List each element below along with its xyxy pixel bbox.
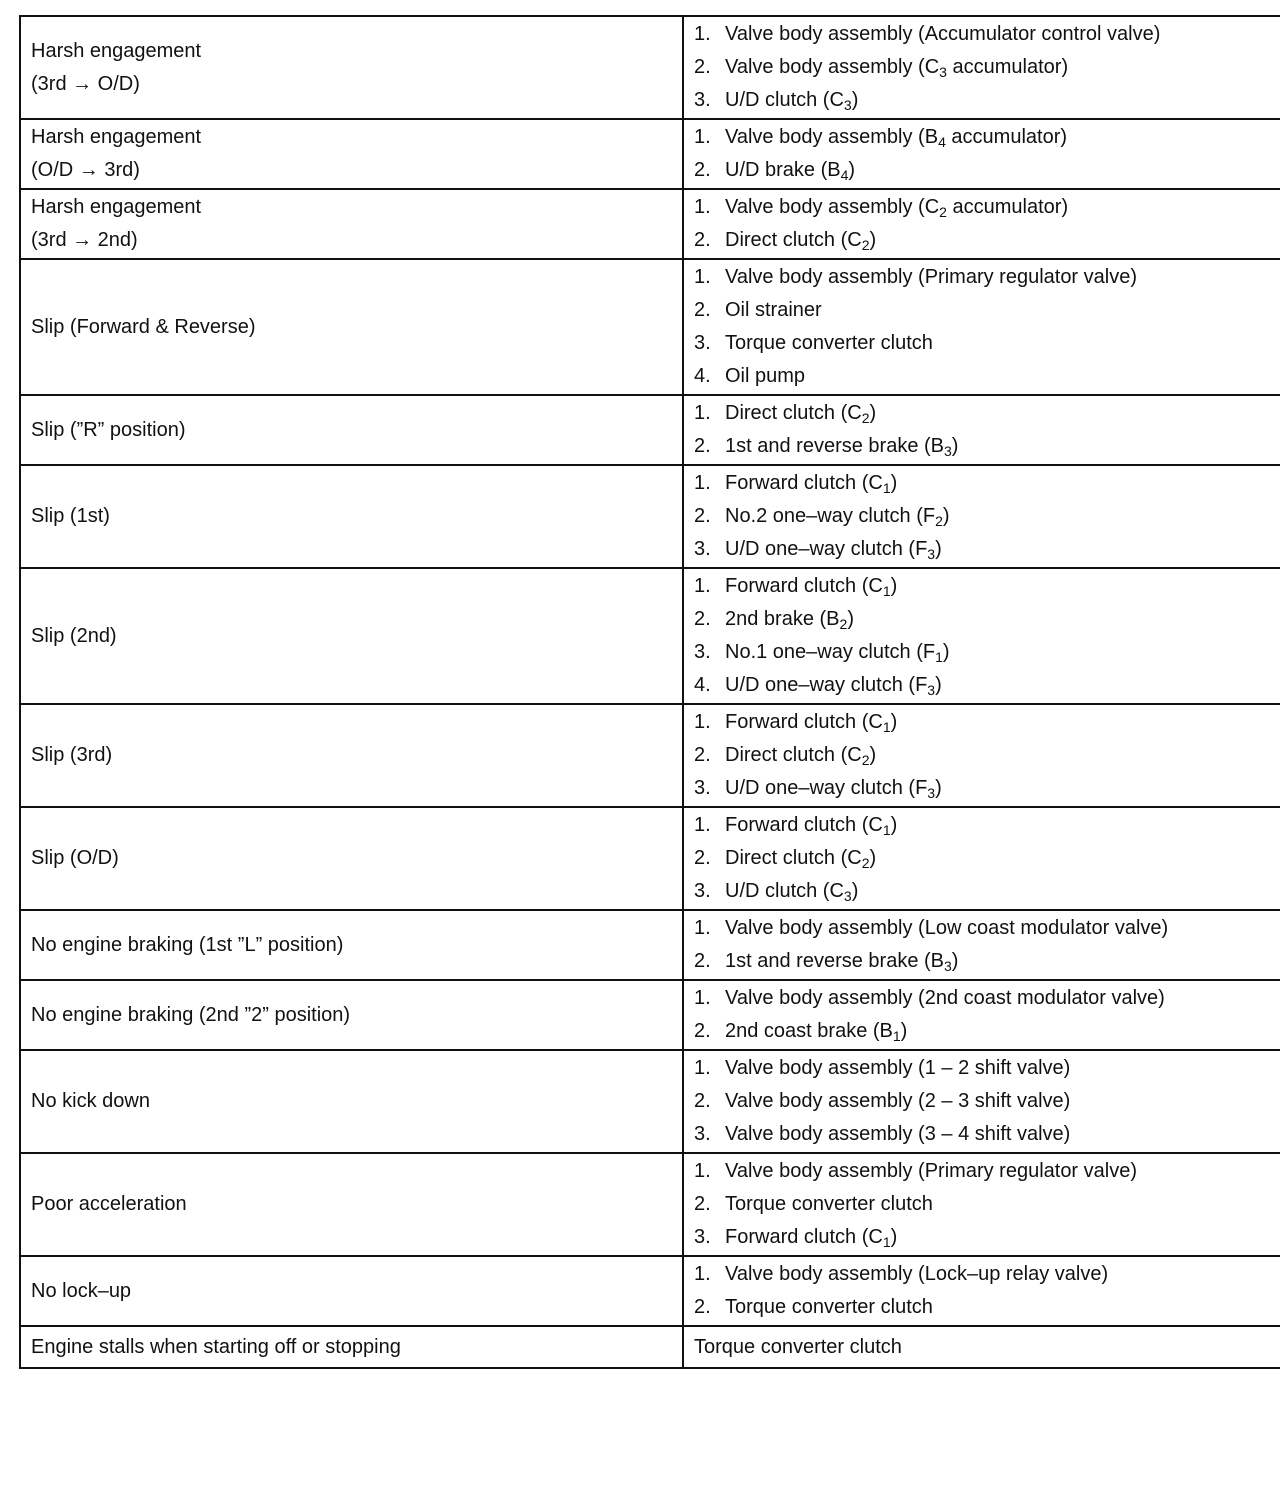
cause-text: Direct clutch (C [725, 847, 862, 869]
cause-text: Torque converter clutch [725, 332, 933, 354]
cause-number: 3. [694, 880, 711, 902]
symptom-cell [20, 807, 683, 910]
table-row [20, 119, 1280, 189]
cause-text: Direct clutch (C [725, 229, 862, 251]
table-row [20, 568, 1280, 704]
cause-subscript: 1 [935, 649, 943, 665]
cause-subscript: 3 [927, 682, 936, 698]
cause-text: U/D one–way clutch (F [725, 777, 928, 799]
cause-item [694, 1221, 1273, 1254]
table-row [20, 189, 1280, 259]
symptom-text: No engine braking (1st ”L” position) [31, 933, 344, 956]
cause-subscript: 2 [939, 204, 947, 220]
cause-number: 3. [694, 641, 711, 663]
cause-text: U/D one–way clutch (F [725, 674, 928, 696]
symptom-cell [20, 704, 683, 807]
cause-subscript: 1 [882, 1234, 891, 1250]
cause-item [694, 982, 1273, 1015]
cause-cell [683, 1326, 1280, 1368]
cause-number: 1. [694, 126, 711, 148]
cause-number: 1. [694, 575, 711, 597]
cause-text-after: ) [848, 159, 856, 181]
cause-subscript: 2 [861, 752, 870, 768]
cause-number: 2. [694, 1296, 711, 1318]
cause-text-after: accumulator) [946, 196, 1069, 218]
cause-item [694, 739, 1273, 772]
cause-cell [683, 980, 1280, 1050]
cause-number: 1. [694, 23, 711, 45]
cause-text: Torque converter clutch [694, 1336, 902, 1358]
cause-cell [683, 807, 1280, 910]
cause-item [694, 51, 1273, 84]
cause-number: 2. [694, 1090, 711, 1112]
cause-item [694, 1052, 1273, 1085]
cause-number: 1. [694, 472, 711, 494]
cause-number: 1. [694, 711, 711, 733]
cause-subscript: 1 [892, 1028, 901, 1044]
symptom-cell [20, 1326, 683, 1368]
cause-text: Forward clutch (C [725, 472, 883, 494]
cause-item [694, 261, 1273, 294]
cause-text-after: ) [851, 880, 859, 902]
cause-cell [683, 465, 1280, 568]
cause-number: 3. [694, 538, 711, 560]
cause-subscript: 4 [840, 167, 849, 183]
table-row [20, 807, 1280, 910]
cause-subscript: 1 [882, 822, 891, 838]
cause-text: U/D brake (B [725, 159, 841, 181]
symptom-text: Slip (”R” position) [31, 418, 186, 441]
cause-item [694, 603, 1273, 636]
cause-subscript: 2 [839, 616, 848, 632]
cause-item [694, 945, 1273, 978]
table-row [20, 259, 1280, 395]
cause-item [694, 360, 1273, 393]
cause-text-after: ) [869, 402, 877, 424]
cause-text: Valve body assembly (Lock–up relay valve) [725, 1263, 1109, 1285]
cause-number: 1. [694, 1263, 711, 1285]
cause-subscript: 2 [935, 513, 943, 529]
cause-text-after: ) [942, 505, 950, 527]
cause-item [694, 467, 1273, 500]
cause-text: Valve body assembly (C [725, 196, 940, 218]
symptom-text: Slip (3rd) [31, 744, 113, 766]
cause-cell [683, 1256, 1280, 1326]
cause-subscript: 2 [861, 855, 870, 871]
cause-number: 2. [694, 505, 711, 527]
cause-text: Forward clutch (C [725, 575, 883, 597]
cause-number: 2. [694, 299, 711, 321]
cause-text: 1st and reverse brake (B [725, 950, 944, 972]
cause-number: 2. [694, 56, 711, 78]
symptom-cell [20, 189, 683, 259]
symptom-text: (3rd → O/D) [31, 72, 140, 95]
table-row [20, 1256, 1280, 1326]
cause-item [694, 1328, 1273, 1366]
cause-text: Valve body assembly (Accumulator control valve) [725, 23, 1161, 45]
cause-number: 4. [694, 365, 711, 387]
cause-text: U/D clutch (C [725, 880, 844, 902]
cause-number: 1. [694, 266, 711, 288]
cause-text: Forward clutch (C [725, 711, 883, 733]
cause-text: Torque converter clutch [725, 1296, 933, 1318]
cause-item [694, 706, 1273, 739]
table-row [20, 704, 1280, 807]
cause-item [694, 430, 1273, 463]
symptom-cell [20, 119, 683, 189]
symptom-cell [20, 1256, 683, 1326]
cause-cell [683, 1050, 1280, 1153]
symptom-cell [20, 910, 683, 980]
cause-item [694, 570, 1273, 603]
cause-text-after: accumulator) [946, 56, 1069, 78]
cause-text: No.2 one–way clutch (F [725, 505, 936, 527]
cause-cell [683, 259, 1280, 395]
cause-item [694, 294, 1273, 327]
cause-subscript: 3 [927, 785, 936, 801]
cause-cell [683, 189, 1280, 259]
cause-subscript: 3 [944, 443, 952, 459]
cause-number: 2. [694, 159, 711, 181]
cause-number: 2. [694, 744, 711, 766]
cause-text: Valve body assembly (C [725, 56, 940, 78]
cause-subscript: 3 [843, 97, 852, 113]
symptom-text: Poor acceleration [31, 1193, 187, 1215]
cause-text-after: ) [890, 814, 898, 836]
symptom-text: (3rd → 2nd) [31, 229, 138, 251]
cause-number: 3. [694, 89, 711, 111]
cause-text: Direct clutch (C [725, 402, 862, 424]
cause-cell [683, 395, 1280, 465]
cause-subscript: 4 [938, 134, 946, 150]
cause-subscript: 1 [882, 583, 891, 599]
table-row [20, 910, 1280, 980]
symptom-text: Engine stalls when starting off or stopping [31, 1335, 401, 1358]
table-row [20, 1050, 1280, 1153]
table-body [20, 16, 1280, 1368]
cause-subscript: 3 [927, 546, 936, 562]
cause-text: U/D one–way clutch (F [725, 538, 928, 560]
cause-subscript: 1 [882, 719, 891, 735]
table-row [20, 1153, 1280, 1256]
cause-text: U/D clutch (C [725, 89, 844, 111]
symptom-text: Slip (Forward & Reverse) [31, 315, 256, 338]
symptom-cell [20, 980, 683, 1050]
cause-item [694, 875, 1273, 908]
cause-number: 1. [694, 402, 711, 424]
cause-item [694, 1085, 1273, 1118]
cause-number: 2. [694, 1193, 711, 1215]
cause-item [694, 842, 1273, 875]
symptom-text: (O/D → 3rd) [31, 159, 140, 181]
cause-number: 2. [694, 847, 711, 869]
symptom-cell [20, 568, 683, 704]
cause-subscript: 3 [944, 958, 952, 974]
cause-text-after: ) [851, 89, 859, 111]
cause-text: Valve body assembly (2nd coast modulator valve) [725, 987, 1165, 1009]
cause-text: Oil pump [725, 365, 806, 387]
cause-number: 1. [694, 987, 711, 1009]
cause-number: 1. [694, 1160, 711, 1182]
symptom-text: Harsh engagement [31, 39, 202, 62]
cause-item [694, 669, 1273, 702]
cause-subscript: 2 [861, 237, 870, 253]
symptom-text: No kick down [31, 1090, 150, 1112]
cause-item [694, 121, 1273, 154]
cause-item [694, 1118, 1273, 1151]
symptom-cell [20, 465, 683, 568]
cause-text-after: ) [869, 744, 877, 766]
table-row [20, 16, 1280, 119]
cause-item [694, 224, 1273, 257]
cause-text-after: ) [900, 1020, 908, 1042]
cause-number: 1. [694, 1057, 711, 1079]
cause-text: Valve body assembly (Low coast modulator valve) [725, 917, 1169, 939]
cause-item [694, 397, 1273, 430]
cause-cell [683, 910, 1280, 980]
cause-text-after: accumulator) [945, 126, 1068, 148]
troubleshooting-table [19, 15, 1280, 1369]
cause-item [694, 500, 1273, 533]
cause-text-after: ) [869, 847, 877, 869]
cause-number: 3. [694, 777, 711, 799]
cause-text: No.1 one–way clutch (F [725, 641, 936, 663]
cause-item [694, 809, 1273, 842]
cause-text-after: ) [935, 777, 942, 799]
cause-number: 3. [694, 332, 711, 354]
cause-text: 2nd coast brake (B [725, 1020, 893, 1042]
cause-text: Direct clutch (C [725, 744, 862, 766]
cause-text: 2nd brake (B [725, 608, 840, 630]
cause-number: 2. [694, 1020, 711, 1042]
symptom-text: No lock–up [31, 1279, 132, 1302]
cause-number: 1. [694, 814, 711, 836]
cause-item [694, 327, 1273, 360]
cause-text: Valve body assembly (B [725, 126, 939, 148]
cause-text: 1st and reverse brake (B [725, 435, 944, 457]
cause-item [694, 533, 1273, 566]
cause-item [694, 912, 1273, 945]
cause-subscript: 3 [939, 64, 947, 80]
cause-text-after: ) [942, 641, 950, 663]
cause-number: 2. [694, 435, 711, 457]
cause-cell [683, 119, 1280, 189]
cause-text: Valve body assembly (1 – 2 shift valve) [725, 1057, 1071, 1079]
cause-text: Forward clutch (C [725, 814, 883, 836]
cause-text: Valve body assembly (3 – 4 shift valve) [725, 1123, 1071, 1145]
cause-text-after: ) [890, 711, 898, 733]
cause-text: Torque converter clutch [725, 1193, 933, 1215]
cause-text: Valve body assembly (Primary regulator valve) [725, 1160, 1138, 1182]
cause-text: Valve body assembly (2 – 3 shift valve) [725, 1090, 1071, 1112]
cause-text-after: ) [951, 435, 959, 457]
symptom-text: Slip (O/D) [31, 847, 119, 869]
symptom-cell [20, 395, 683, 465]
cause-text-after: ) [935, 674, 942, 696]
cause-number: 4. [694, 674, 711, 696]
cause-item [694, 772, 1273, 805]
symptom-text: Slip (1st) [31, 505, 110, 527]
cause-cell [683, 704, 1280, 807]
symptom-cell [20, 1050, 683, 1153]
table-row [20, 465, 1280, 568]
cause-item [694, 1188, 1273, 1221]
cause-item [694, 1015, 1273, 1048]
cause-text: Valve body assembly (Primary regulator valve) [725, 266, 1138, 288]
symptom-cell [20, 259, 683, 395]
cause-number: 1. [694, 917, 711, 939]
symptom-cell [20, 16, 683, 119]
cause-item [694, 1258, 1273, 1291]
cause-text-after: ) [890, 575, 898, 597]
cause-cell [683, 1153, 1280, 1256]
cause-number: 3. [694, 1123, 711, 1145]
symptom-text: Slip (2nd) [31, 624, 117, 647]
table-row [20, 980, 1280, 1050]
cause-cell [683, 16, 1280, 119]
cause-number: 2. [694, 229, 711, 251]
cause-item [694, 1291, 1273, 1324]
cause-number: 3. [694, 1226, 711, 1248]
table-row [20, 395, 1280, 465]
cause-text: Forward clutch (C [725, 1226, 883, 1248]
cause-text-after: ) [869, 229, 877, 251]
cause-item [694, 636, 1273, 669]
cause-text-after: ) [935, 538, 942, 560]
cause-number: 2. [694, 608, 711, 630]
cause-text-after: ) [847, 608, 854, 630]
symptom-cell [20, 1153, 683, 1256]
symptom-text: No engine braking (2nd ”2” position) [31, 1003, 351, 1026]
cause-number: 2. [694, 950, 711, 972]
cause-text-after: ) [890, 1226, 898, 1248]
cause-item [694, 18, 1273, 51]
cause-subscript: 2 [861, 410, 870, 426]
cause-item [694, 1155, 1273, 1188]
cause-number: 1. [694, 196, 711, 218]
table-row [20, 1326, 1280, 1368]
cause-item [694, 191, 1273, 224]
cause-text-after: ) [890, 472, 898, 494]
cause-subscript: 1 [882, 480, 891, 496]
cause-text: Oil strainer [725, 299, 822, 321]
symptom-text: Harsh engagement [31, 126, 202, 148]
cause-item [694, 154, 1273, 187]
cause-cell [683, 568, 1280, 704]
symptom-text: Harsh engagement [31, 196, 202, 218]
cause-text-after: ) [951, 950, 959, 972]
cause-item [694, 84, 1273, 117]
cause-subscript: 3 [843, 888, 852, 904]
